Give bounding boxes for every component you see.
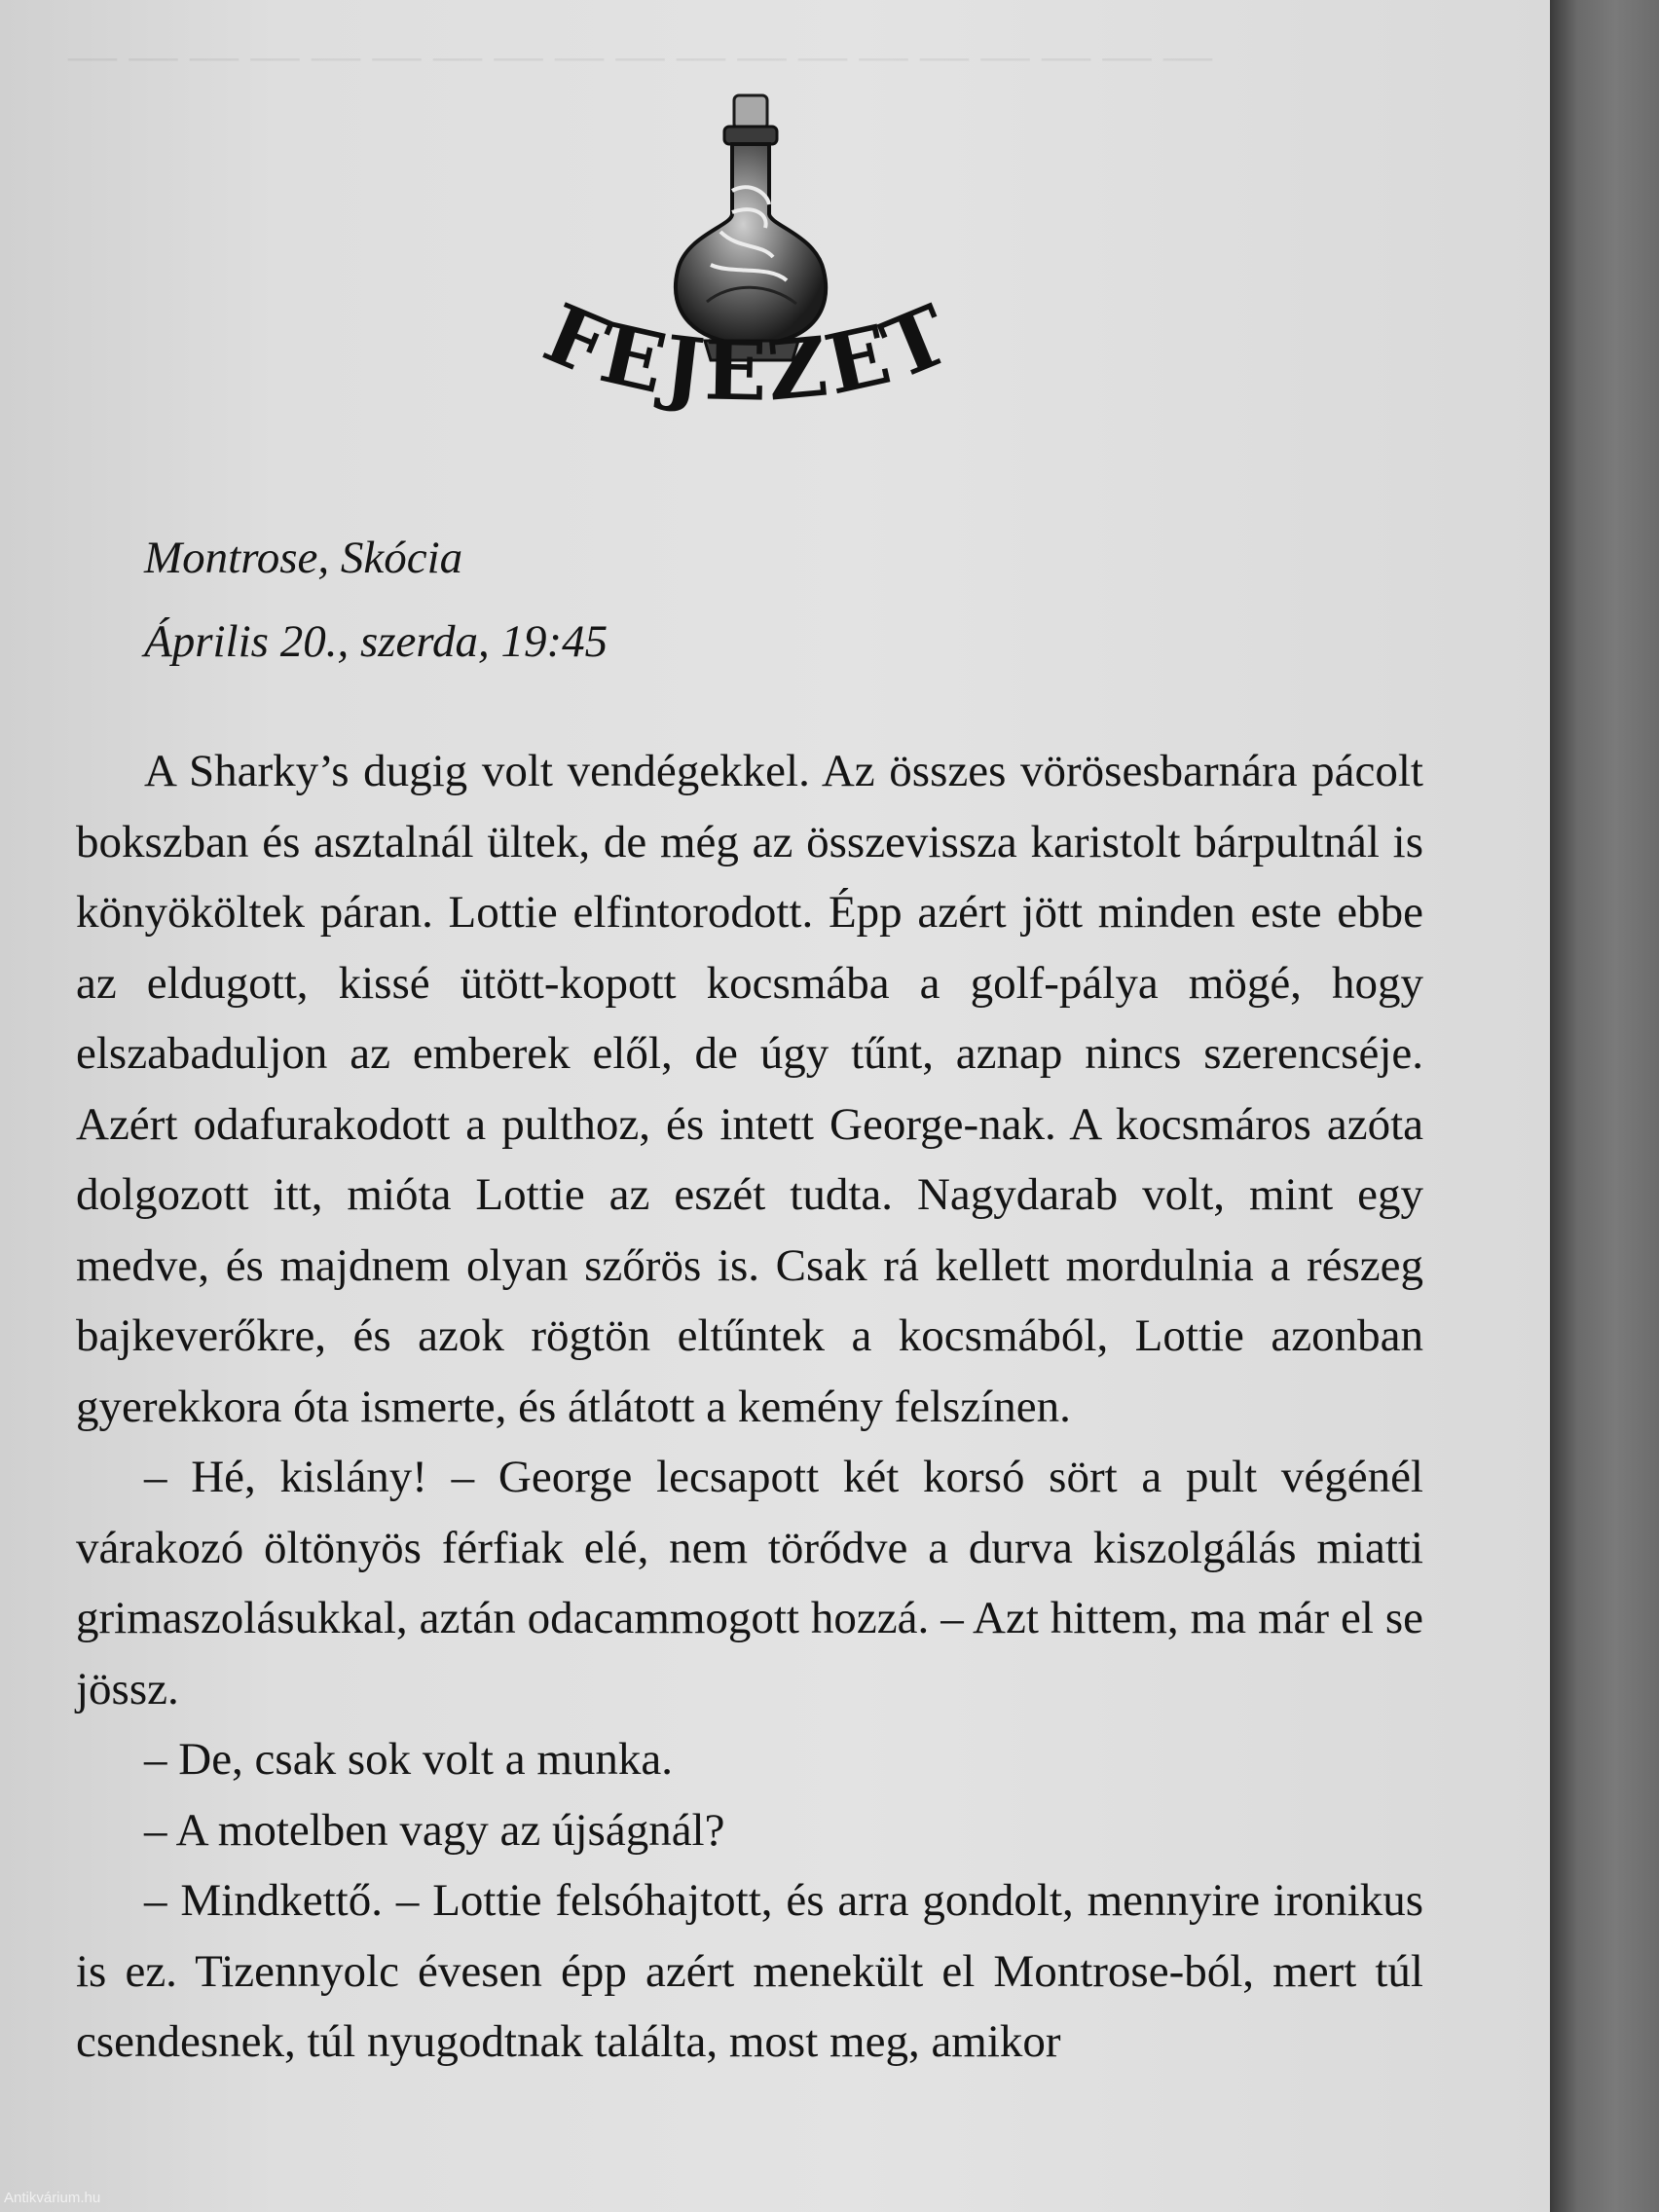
paragraph: – A motelben vagy az újságnál?	[144, 1804, 725, 1856]
dateline	[144, 516, 608, 683]
paragraph: A Sharky’s dugig volt vendégekkel. Az összes vörösesbarnára pácolt bokszban és asztalnál ültek, de még az összevissza karistolt bárpultnál is könyököltek páran. Lottie elfintorodott. Épp azért jött minden este ebbe az eldugott, kissé ütött-kopott kocsmába a golf-pálya mögé, hogy elszabaduljon az emberek elől, de úgy tűnt, aznap nincs szerencséje. Azért odafurakodott a pulthoz, és intett George-nak. A kocsmáros azóta dolgozott itt, mióta Lottie az eszét tudta. Nagydarab volt, mint egy medve, és majdnem olyan szőrös is. Csak rá kellett mordulnia a részeg bajkeverőkre, és azok rögtön eltűntek a kocsmából, Lottie azonban gyerekkora óta ismerte, és átlátott a kemény felszínen.	[76, 746, 1423, 1432]
show-through-text: — — — — — — — — — — — — — — — — — — —	[68, 27, 1212, 82]
chapter-heading-ornament	[477, 19, 1022, 477]
paragraph: – Mindkettő. – Lottie felsóhajtott, és arra gondolt, mennyire ironikus is ez. Tizennyolc évesen épp azért menekült el Montrose-ból, mert túl csendesnek, túl nyugodtnak találta, most meg, amikor	[76, 1875, 1423, 2067]
dateline-date: Április 20., szerda, 19:45	[144, 616, 608, 667]
watermark: Antikvárium.hu	[4, 2190, 101, 2206]
paragraph: – Hé, kislány! – George lecsapott két korsó sört a pult végénél várakozó öltönyös férfiak elé, nem törődve a durva kiszolgálás miatti grimaszolásukkal, aztán odacammogott hozzá. – Azt hittem, ma már el se jössz.	[76, 1452, 1423, 1714]
chapter-word-bottom: FEJEZET	[531, 284, 967, 420]
chapter-body	[76, 736, 1423, 2078]
book-gutter	[1550, 0, 1659, 2212]
paragraph: – De, csak sok volt a munka.	[144, 1734, 674, 1785]
dateline-place: Montrose, Skócia	[144, 533, 463, 583]
